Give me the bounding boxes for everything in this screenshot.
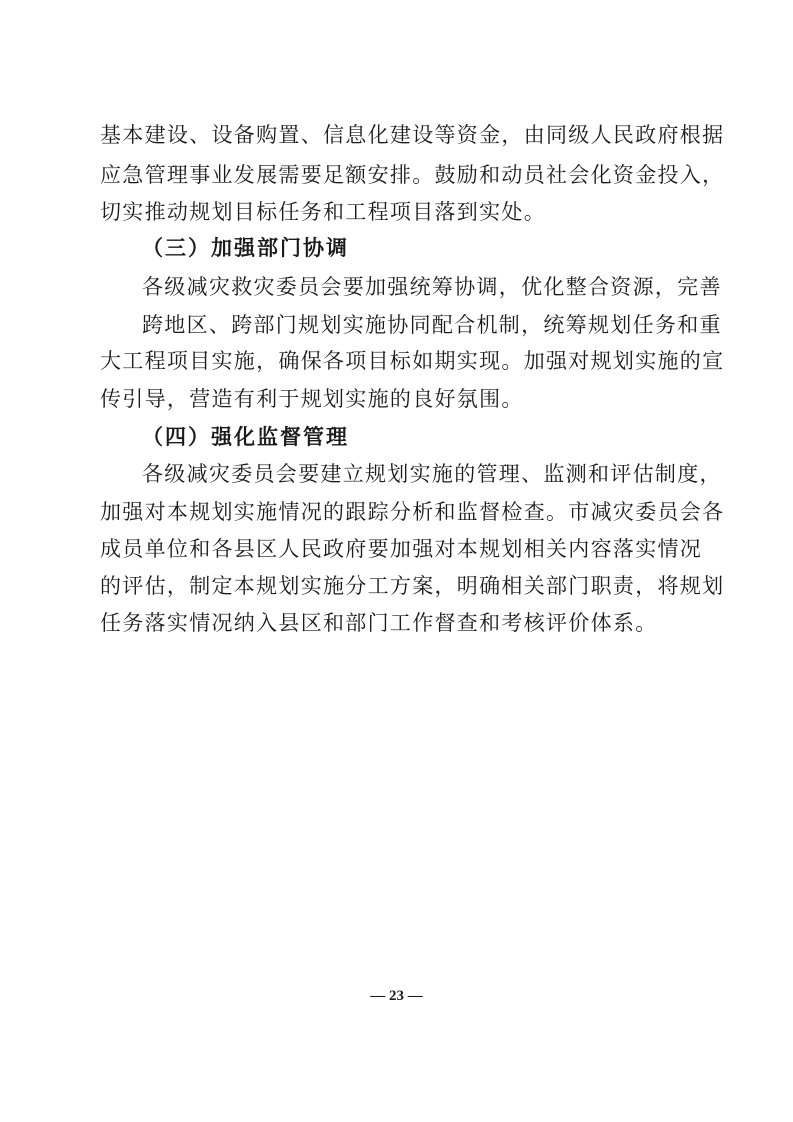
- paragraph-line: 成员单位和各县区人民政府要加强对本规划相关内容落实情况: [100, 537, 703, 561]
- paragraph-line: 各级减灾委员会要建立规划实施的管理、监测和评估制度，: [142, 462, 722, 486]
- section-heading: （三）加强部门协调: [142, 235, 349, 260]
- paragraph-line: 传引导，营造有利于规划实施的良好氛围。: [100, 387, 524, 411]
- paragraph-line: 任务落实情况纳入县区和部门工作督查和考核评价体系。: [100, 611, 658, 635]
- paragraph-line: 跨地区、跨部门规划实施协同配合机制，统筹规划任务和重: [142, 313, 722, 337]
- paragraph-line: 切实推动规划目标任务和工程项目落到实处。: [100, 200, 546, 224]
- paragraph-line: 加强对本规划实施情况的跟踪分析和监督检查。市减灾委员会各: [100, 500, 725, 524]
- paragraph-line: 应急管理事业发展需要足额安排。鼓励和动员社会化资金投入，: [100, 163, 725, 187]
- page-number: — 23 —: [370, 988, 423, 1004]
- paragraph-line: 大工程项目实施，确保各项目标如期实现。加强对规划实施的宣: [100, 349, 725, 373]
- section-heading: （四）强化监督管理: [142, 424, 349, 449]
- paragraph-line: 各级减灾救灾委员会要加强统筹协调，优化整合资源，完善: [142, 275, 722, 299]
- paragraph-line: 基本建设、设备购置、信息化建设等资金，由同级人民政府根据: [100, 123, 725, 147]
- paragraph-line: 的评估，制定本规划实施分工方案，明确相关部门职责，将规划: [100, 574, 725, 598]
